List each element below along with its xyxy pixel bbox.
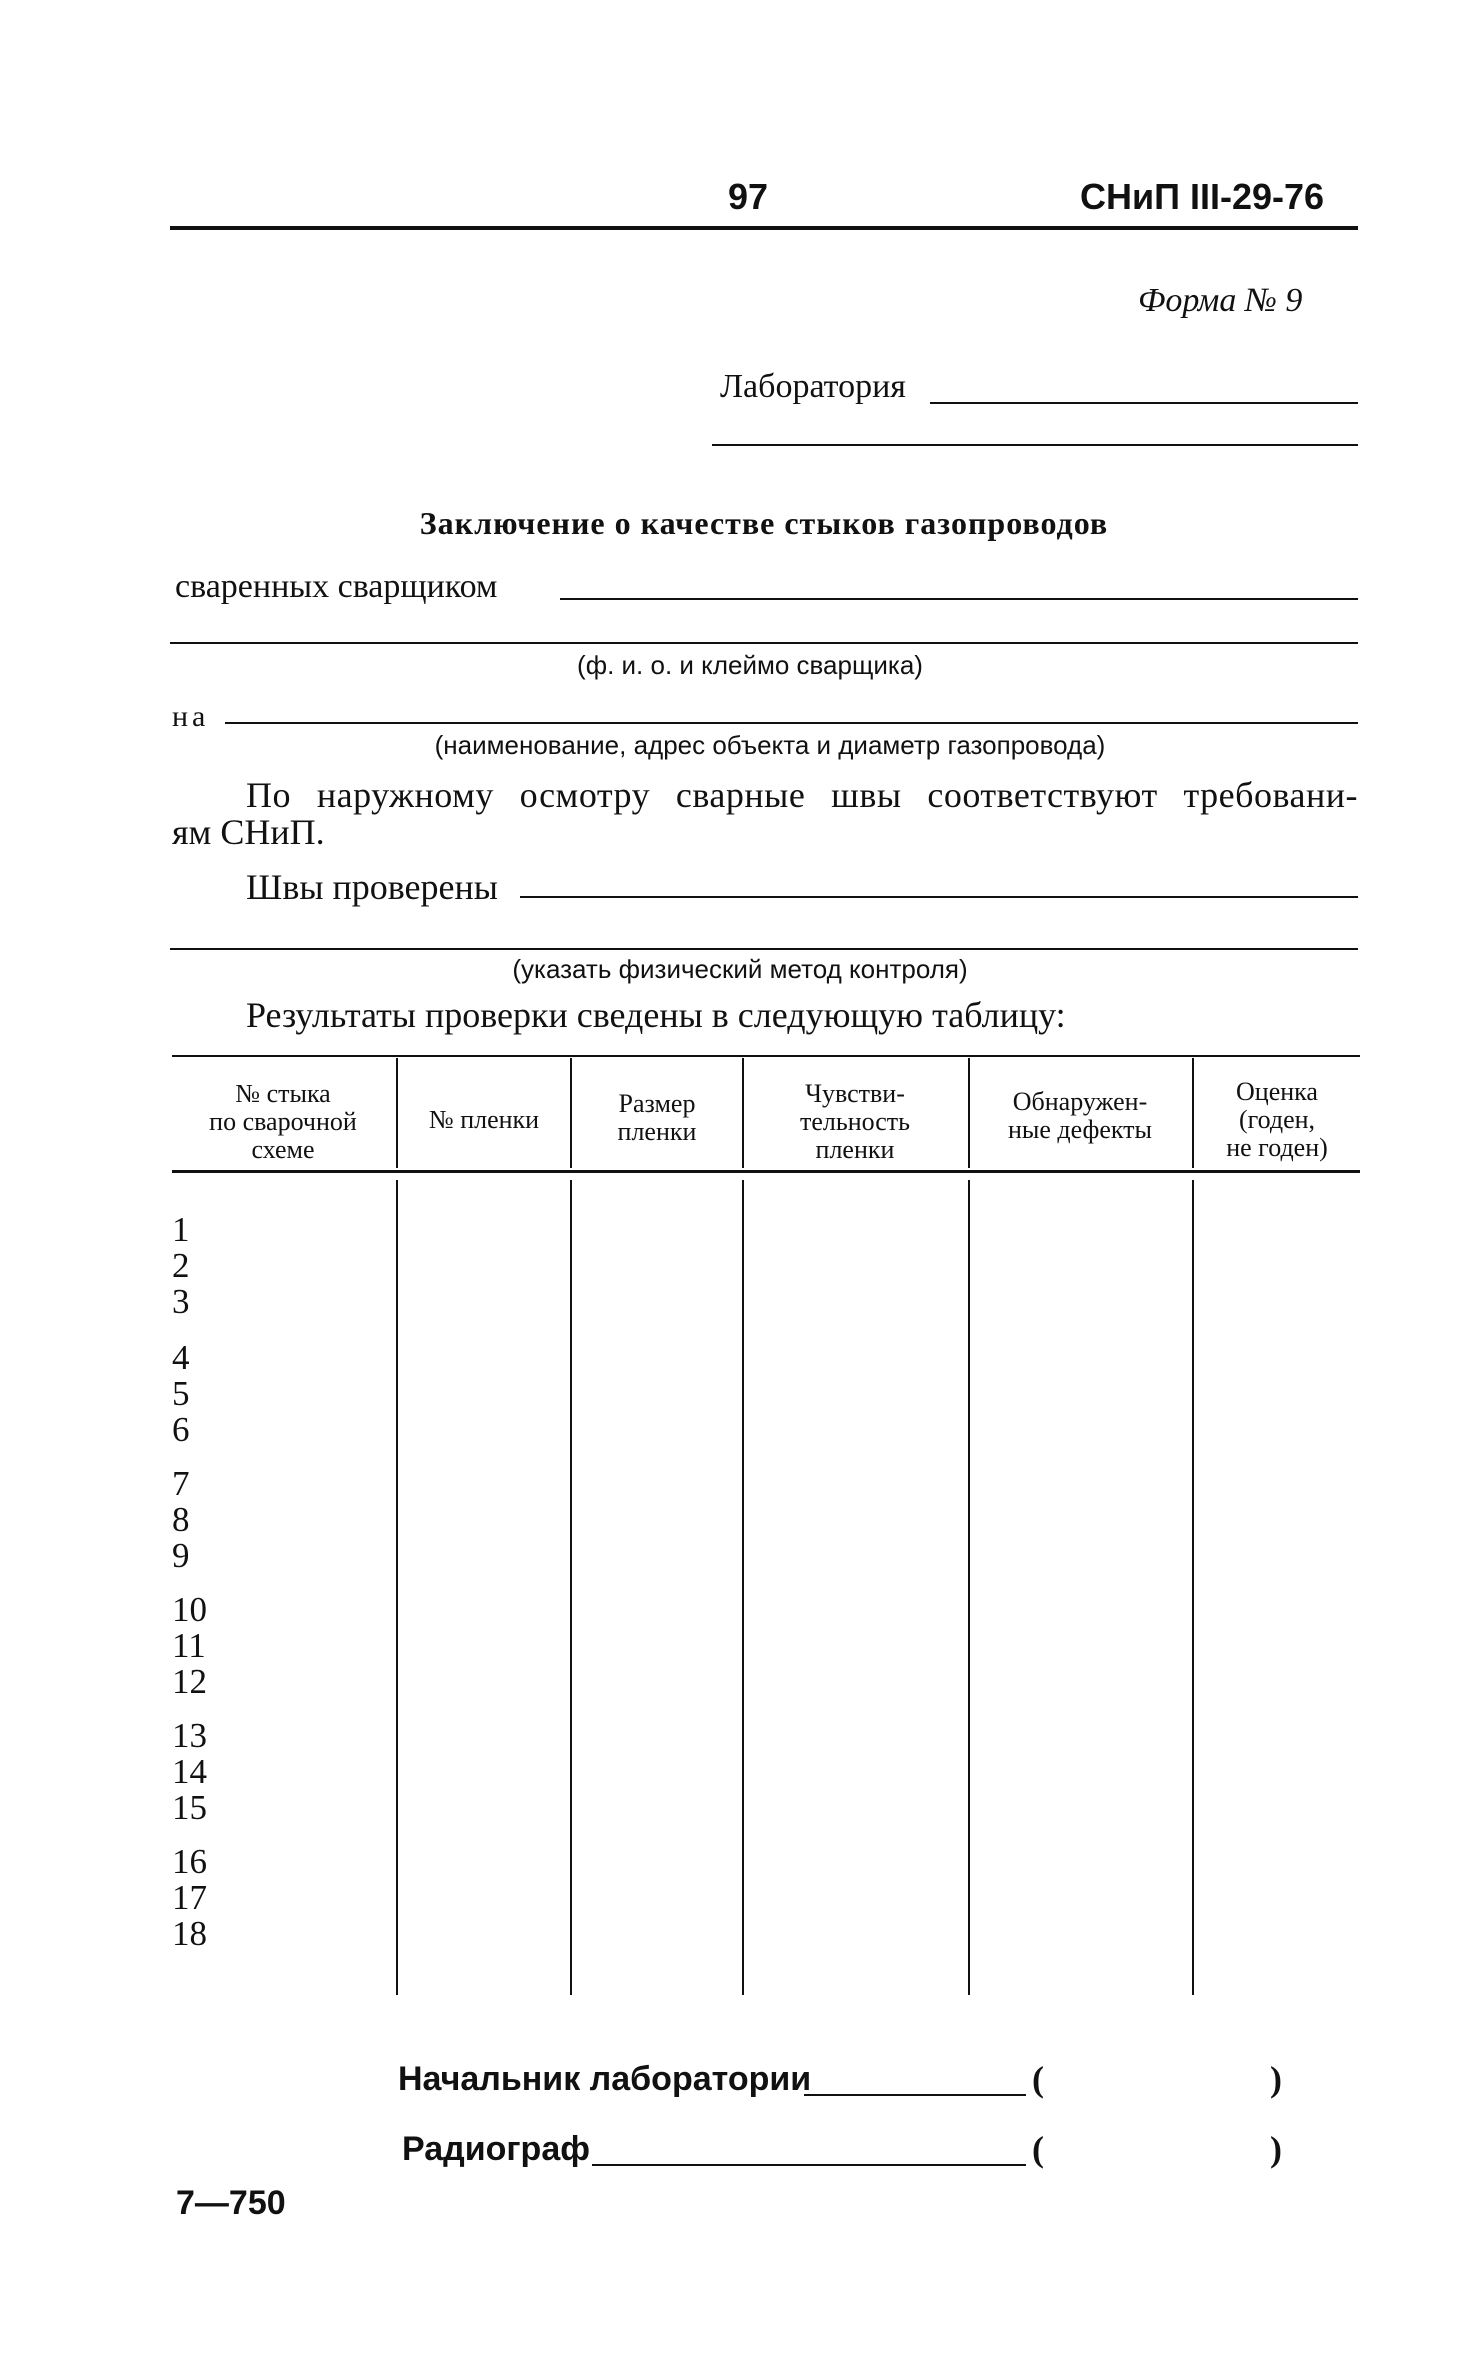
welder-line — [560, 598, 1358, 600]
object-caption: (наименование, адрес объекта и диаметр газопровода) — [434, 730, 1106, 760]
table-row-number: 6 — [172, 1410, 190, 1449]
table-row-number: 3 — [172, 1282, 190, 1321]
header-line: Размер — [618, 1089, 696, 1118]
laboratory-label: Лаборатория — [720, 368, 906, 405]
body-column-divider — [742, 1180, 744, 1995]
table-row-number: 15 — [172, 1788, 207, 1827]
radiographer-close-paren: ) — [1270, 2129, 1282, 2169]
table-top-rule — [172, 1055, 1360, 1057]
page-title: Заключение о качестве стыков газопроводов — [419, 505, 1109, 541]
table-row-number: 5 — [172, 1374, 190, 1413]
laboratory-line — [930, 402, 1358, 404]
head-of-lab-open-paren: ( — [1032, 2059, 1044, 2099]
on-label: на — [172, 700, 210, 733]
table-row-number: 9 — [172, 1536, 190, 1575]
table-row-number: 1 — [172, 1210, 190, 1249]
header-line: № стыка — [235, 1079, 331, 1108]
column-header-defects — [970, 1088, 1190, 1144]
radiographer-open-paren: ( — [1032, 2129, 1044, 2169]
column-header-sensitivity — [744, 1080, 966, 1164]
header-column-divider — [968, 1058, 970, 1168]
body-column-divider — [396, 1180, 398, 1995]
visual-inspection-text-line-1: По наружному осмотру сварные швы соответствуют требовани- — [246, 775, 1358, 815]
page-number: 97 — [728, 176, 769, 217]
header-line: ные дефекты — [1007, 1115, 1152, 1144]
column-header-film-size — [572, 1090, 742, 1146]
header-line: по сварочной — [209, 1107, 357, 1136]
object-line — [225, 722, 1358, 724]
header-column-divider — [570, 1058, 572, 1168]
table-row-number: 17 — [172, 1878, 207, 1917]
table-row-number: 8 — [172, 1500, 190, 1539]
table-row-number: 10 — [172, 1590, 207, 1629]
header-column-divider — [1192, 1058, 1194, 1168]
header-line: № пленки — [428, 1105, 540, 1134]
welder-caption: (ф. и. о. и клеймо сварщика) — [577, 650, 923, 680]
header-line: схеме — [251, 1135, 315, 1164]
column-header-joint-number — [172, 1080, 394, 1164]
checked-line-2 — [170, 948, 1358, 950]
header-line: (годен, — [1238, 1105, 1316, 1134]
header-line: не годен) — [1226, 1133, 1328, 1162]
checked-label: Швы проверены — [246, 867, 498, 907]
welder-line-2 — [170, 642, 1358, 644]
head-of-lab-close-paren: ) — [1270, 2059, 1282, 2099]
visual-inspection-text-line-2: ям СНиП. — [172, 812, 325, 852]
header-column-divider — [396, 1058, 398, 1168]
table-row-number: 14 — [172, 1752, 207, 1791]
header-line: пленки — [815, 1135, 895, 1164]
footer-code: 7—750 — [176, 2184, 286, 2222]
form-number: Форма № 9 — [1138, 282, 1303, 319]
table-row-number: 2 — [172, 1246, 190, 1285]
head-of-lab-label: Начальник лаборатории — [398, 2060, 812, 2098]
table-row-number: 16 — [172, 1842, 207, 1881]
table-row-number: 12 — [172, 1662, 207, 1701]
header-line: Чувстви- — [805, 1079, 905, 1108]
column-header-assessment — [1194, 1078, 1360, 1162]
table-row-number: 7 — [172, 1464, 190, 1503]
body-column-divider — [1192, 1180, 1194, 1995]
radiographer-label: Радиограф — [402, 2130, 590, 2168]
table-header-rule — [172, 1170, 1360, 1173]
laboratory-line-2 — [712, 444, 1358, 446]
body-column-divider — [968, 1180, 970, 1995]
body-column-divider — [570, 1180, 572, 1995]
header-column-divider — [742, 1058, 744, 1168]
head-of-lab-signature-line — [804, 2094, 1026, 2096]
method-caption: (указать физический метод контроля) — [512, 954, 968, 984]
table-row-number: 18 — [172, 1914, 207, 1953]
checked-line — [520, 896, 1358, 898]
welded-by-label: сваренных сварщиком — [175, 568, 498, 605]
table-row-number: 13 — [172, 1716, 207, 1755]
column-header-film-number — [398, 1106, 570, 1134]
table-row-number: 4 — [172, 1338, 190, 1377]
header-rule — [170, 226, 1358, 230]
header-line: пленки — [617, 1117, 697, 1146]
radiographer-signature-line — [592, 2164, 1026, 2166]
results-intro: Результаты проверки сведены в следующую таблицу: — [246, 995, 1066, 1035]
document-code: СНиП III-29-76 — [1080, 176, 1325, 217]
header-line: Обнаружен- — [1012, 1087, 1148, 1116]
header-line: Оценка — [1236, 1077, 1318, 1106]
table-row-number: 11 — [172, 1626, 206, 1665]
header-line: тельность — [799, 1107, 911, 1136]
